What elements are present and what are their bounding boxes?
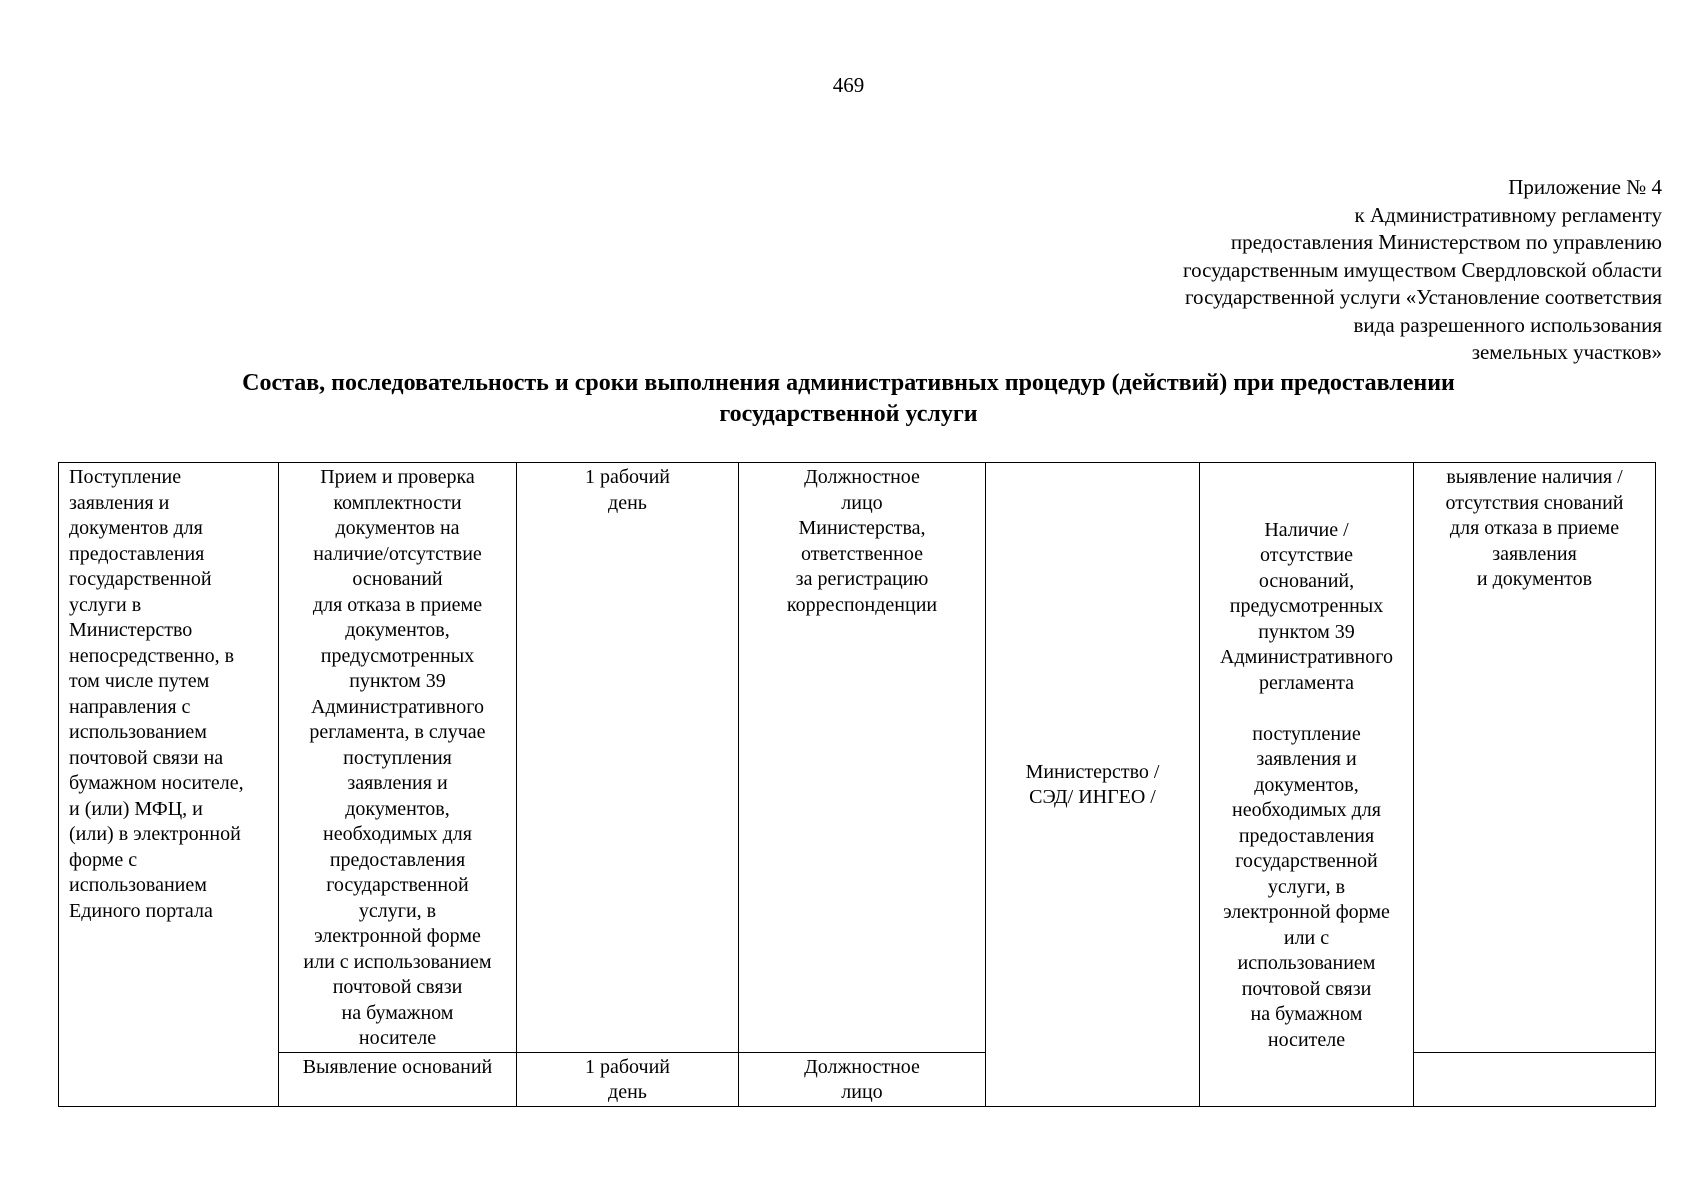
- table-cell-basis: [59, 463, 279, 1107]
- appendix-line: государственной услуги «Установление соответствия: [1184, 285, 1662, 309]
- document-title: [0, 368, 1697, 430]
- appendix-line: к Административному регламенту: [1354, 202, 1662, 227]
- cell-text: 1 рабочий день: [585, 1055, 670, 1103]
- cell-text: Выявление оснований: [302, 1055, 493, 1078]
- appendix-line: вида разрешенного использования: [1353, 312, 1662, 337]
- table-cell-official: [739, 463, 986, 1053]
- table-cell-term: [517, 463, 739, 1053]
- procedures-table: [58, 462, 1656, 1107]
- cell-text: Должностное лицо: [804, 1055, 920, 1103]
- table-cell-official: [739, 1052, 986, 1106]
- cell-text: выявление наличия / отсутствия снований для отказа в приеме заявления и документов: [1445, 466, 1624, 590]
- appendix-header: [762, 174, 1662, 367]
- document-title-line: государственной услуги: [719, 401, 978, 427]
- cell-text: Поступление заявления и документов для предоставления государственной услуги в Министерство непосредственно, в том числе путем направления с использованием почтовой связи на бумажном носителе, и (или) МФЦ, и (или) в электронной форме с использованием Единого портала: [69, 466, 244, 922]
- page-number: 469: [832, 73, 865, 97]
- table-cell-criteria: [1200, 463, 1414, 1107]
- table-row: [59, 463, 1656, 1053]
- table-cell-action: [279, 1052, 517, 1106]
- cell-text: Наличие / отсутствие оснований, предусмотренных пунктом 39 Административного регламента поступление заявления и документов, необходимых для предоставления государственной услуги, в электронной форме или с использованием почтовой связи на бумажном носителе: [1220, 518, 1393, 1051]
- appendix-line: государственным имуществом Свердловской области: [1183, 257, 1662, 282]
- cell-text: Министерство / СЭД/ ИНГЕО /: [1025, 760, 1160, 809]
- appendix-line: Приложение № 4: [1508, 175, 1662, 199]
- table-cell-result: [1414, 463, 1656, 1053]
- cell-text: Должностное лицо Министерства, ответственное за регистрацию корреспонденции: [786, 466, 938, 616]
- table-cell-result: [1414, 1052, 1656, 1106]
- table-cell-term: [517, 1052, 739, 1106]
- table-cell-action: [279, 463, 517, 1053]
- appendix-line: земельных участков»: [1471, 340, 1662, 364]
- table-cell-place: [986, 463, 1200, 1107]
- document-title-line: Состав, последовательность и сроки выполнения административных процедур (действий) при предоставлении: [242, 370, 1455, 396]
- table-row: [59, 1052, 1656, 1106]
- appendix-line: предоставления Министерством по управлению: [1230, 230, 1662, 254]
- cell-text: 1 рабочий день: [585, 466, 670, 514]
- cell-text: Прием и проверка комплектности документов на наличие/отсутствие оснований для отказа в приеме документов, предусмотренных пунктом 39 Административного регламента, в случае поступления заявления и документов, необходимых для предоставления государственной услуги, в электронной форме или с использованием почтовой связи на бумажном носителе: [303, 466, 492, 1049]
